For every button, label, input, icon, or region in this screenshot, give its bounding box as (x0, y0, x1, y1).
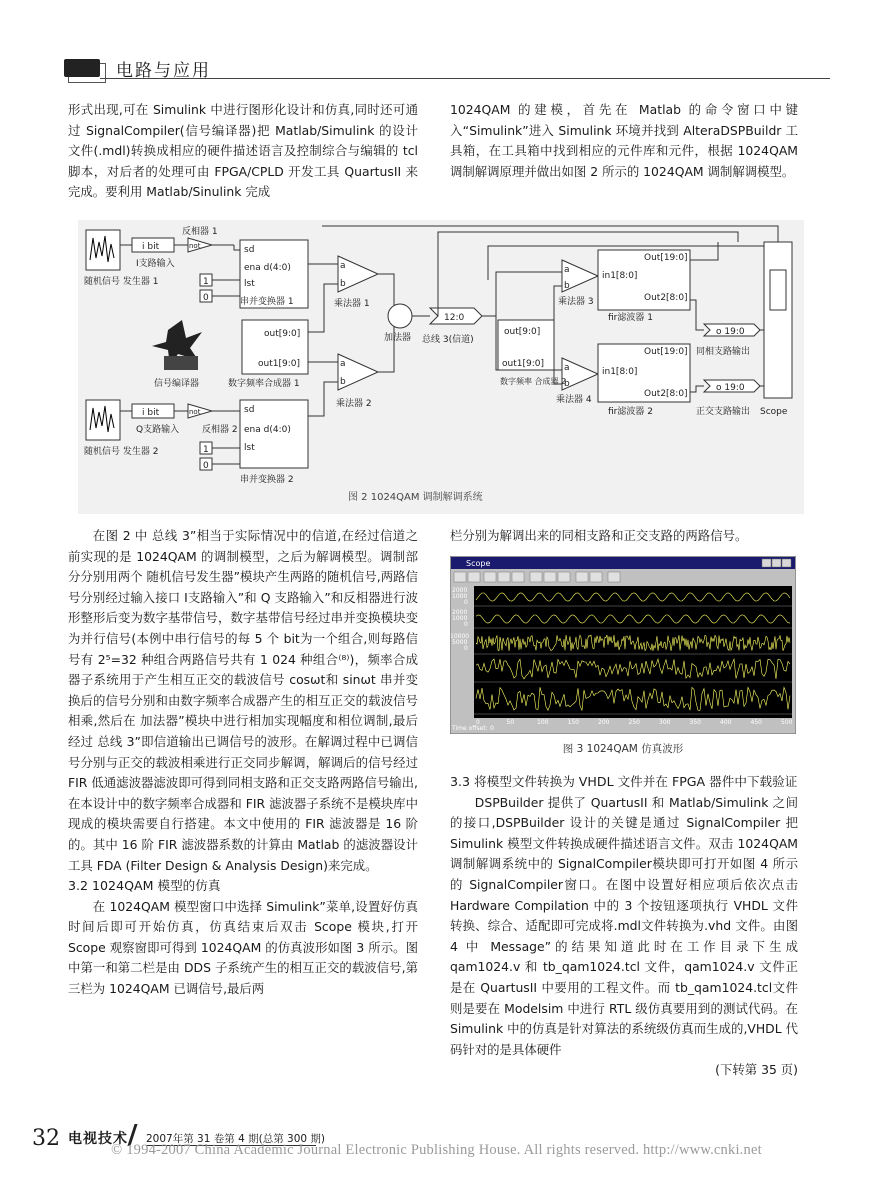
scope-toolbar (454, 572, 620, 582)
x-tick-label: 0 (476, 719, 480, 726)
i-output-range-label: o 19:0 (716, 327, 745, 337)
figure-2 (78, 220, 804, 514)
x-tick-label: 250 (628, 719, 640, 726)
right-column-bottom (450, 772, 798, 1081)
params-icon[interactable] (468, 572, 480, 582)
ena-port-label: ena d(4:0) (244, 263, 291, 273)
right-column-bottom-top (450, 526, 798, 547)
axis2-tick: 1000 (452, 615, 468, 622)
continued-note: (下转第 35 页) (715, 1062, 798, 1078)
fir2-in-label: in1[8:0] (602, 367, 638, 377)
compiler-label: 信号编译器 (154, 379, 200, 389)
const-0-label: 0 (203, 461, 209, 471)
mul3-label: 乘法器 3 (558, 297, 594, 307)
i-input-label: I支路输入 (136, 259, 175, 269)
minimize-icon[interactable] (762, 559, 771, 567)
paragraph: 在 1024QAM 模型窗口中选择 Simulink”菜单,设置好仿真时间后即可开始仿真，仿真结束后双击 Scope 模块,打开 Scope 观察窗即可得到 1024QAM 的仿真波形如图 3 所示。图中第一和第二栏是由 DDS 子系统产生的相互正交的载波信号,第三栏为 1024QAM 已调信号,最后两 (68, 898, 418, 997)
lock-icon[interactable] (590, 572, 602, 582)
q-output-range-label: o 19:0 (716, 383, 745, 393)
restore-axes-icon[interactable] (558, 572, 570, 582)
x-tick-label: 350 (689, 719, 701, 726)
mul3-b-label: b (564, 281, 570, 291)
sd-port-label: sd (244, 245, 255, 255)
nco2-out1-label: out1[9:0] (502, 359, 544, 369)
q-output-label: 正交支路输出 (696, 407, 751, 417)
bus-range-label: 12:0 (444, 313, 465, 323)
paragraph: 1024QAM 的建模，首先在 Matlab 的命令窗口中键入“Simulink”进入 Simulink 环境并找到 AlteraDSPBuildr 工具箱，在工具箱中找到相应的元件库和元件，根据 1024QAM 调制解调原理并做出如图 2 所示的 1024QAM 调制解调模型。 (450, 102, 798, 179)
x-tick-label: 200 (598, 719, 610, 726)
adder-label: 加法器 (384, 333, 412, 343)
fir1-out-label: Out[19:0] (644, 253, 688, 263)
ibit-1-label: i bit (142, 242, 160, 252)
scope-title: Scope (466, 559, 491, 568)
not-1-label: not (189, 242, 201, 250)
paragraph: 形式出现,可在 Simulink 中进行图形化设计和仿真,同时还可通过 SignalCompiler(信号编译器)把 Matlab/Simulink 的设计文件(.mdl)转换成相应的硬件描述语言及控制综合与编辑的 tcl脚本，对后者的处理可由 FPGA/CPLD 开发工具 QuartusII 来完成。要利用 Matlab/Sinulink 完成 (68, 102, 418, 200)
inverter-2-label: 反相器 2 (202, 425, 238, 435)
copyright-watermark: © 1994-2007 China Academic Journal Electronic Publishing House. All rights reserved. http://www.cnki.net (111, 1142, 762, 1158)
not-2-label: not (189, 408, 201, 416)
print-icon[interactable] (454, 572, 466, 582)
const-1-label: 1 (203, 277, 209, 287)
random-source-2-label: 随机信号 发生器 2 (84, 447, 159, 457)
bus-label: 总线 3(信道) (422, 335, 474, 345)
fir2-label: fir滤波器 2 (608, 407, 653, 417)
fir2-out-label: Out[19:0] (644, 347, 688, 357)
mul2-label: 乘法器 2 (336, 399, 372, 409)
float-icon[interactable] (576, 572, 588, 582)
mul1-b-label: b (340, 279, 346, 289)
left-column-top (68, 100, 418, 203)
figure-2-caption: 图 2 1024QAM 调制解调系统 (348, 492, 483, 503)
const-1-label: 1 (203, 445, 209, 455)
nco1-out1-label: out1[9:0] (258, 359, 300, 369)
ena-port-label: ena d(4:0) (244, 425, 291, 435)
time-offset-value: 0 (490, 725, 494, 732)
header-mark (64, 59, 100, 77)
nco1-label: 数字频率合成器 1 (228, 379, 300, 389)
nco1-out-label: out[9:0] (264, 329, 301, 339)
maximize-icon[interactable] (772, 559, 781, 567)
zoom-icon[interactable] (484, 572, 496, 582)
fir2-out2-label: Out2[8:0] (644, 389, 688, 399)
nco2-out-label: out[9:0] (504, 327, 541, 337)
mul2-b-label: b (340, 377, 346, 387)
sp1-label: 串并变换器 1 (240, 297, 294, 307)
scope-screen (770, 270, 786, 310)
mul4-label: 乘法器 4 (556, 395, 592, 405)
random-source-1-label: 随机信号 发生器 1 (84, 277, 159, 287)
scope-window-buttons (762, 559, 791, 567)
axis3-tick: 0 (464, 645, 468, 652)
figure-3-scope-window (450, 556, 796, 734)
sp2-label: 串并变换器 2 (240, 475, 294, 485)
axis2-tick: 0 (464, 621, 468, 628)
x-tick-label: 400 (720, 719, 732, 726)
sd-port-label: sd (244, 405, 255, 415)
axis3-tick: 10000 (450, 633, 470, 640)
mul2-a-label: a (340, 359, 346, 369)
section-heading-3-2: 3.2 1024QAM 模型的仿真 (68, 878, 221, 894)
axis2-tick: 2000 (452, 609, 468, 616)
ibit-2-label: i bit (142, 408, 160, 418)
page-number: 32 (32, 1126, 60, 1151)
x-tick-label: 500 (781, 719, 793, 726)
scope-screenshot (450, 556, 796, 734)
adder-block (388, 304, 412, 328)
section-heading-3-3: 3.3 将模型文件转换为 VHDL 文件并在 FPGA 器件中下载验证 (450, 774, 798, 789)
selector-icon[interactable] (608, 572, 620, 582)
paragraph: 在图 2 中 总线 3”相当于实际情况中的信道,在经过信道之前实现的是 1024QAM 的调制模型，之后为解调模型。调制部分分别用两个 随机信号发生器”模块产生两路的随机信号,两路信号分别经过输入接口 I支路输入”和 Q 支路输入”和反相器进行波形整形后变为数字基带信号，数字基带信号经过串并变换模块变为并行信号(本例中串行信号的每 5 个 bit为一个组合,则每路信号有 2⁵=32 种组合两路信号共有 1 024 种组合⁽⁸⁾)，频率合成器子系统用于产生相互正交的载波信号 cosωt和 sinωt 串并变换后的信号分别和由数字频率合成器产生的相互正交的载波信号相乘,然后在 加法器”模块中进行相加实现幅度和相位调制,最后经过 总线 3”即信道输出已调信号的波形。在解调过程中已调信号分别与正交的载波相乘进行正交同步解调，解调后的信号经过 FIR 低通滤波器滤波即可得到同相支路和正交支路两路信号输出,在本设计中的数字频率合成器和 FIR 滤波器子系统不是模块库中现成的模块需要自行搭建。本文中使用的 FIR 滤波器是 16 阶的。其中 16 阶 FIR 滤波器系数的计算由 Matlab 的滤波器设计工具 FDA (Filter Design & Analysis Design)来完成。 (68, 528, 418, 873)
fir1-label: fir滤波器 1 (608, 313, 653, 323)
figure-3-caption: 图 3 1024QAM 仿真波形 (562, 743, 684, 755)
q-input-label: Q支路输入 (136, 425, 180, 435)
zoom-x-icon[interactable] (498, 572, 510, 582)
const-0-label: 0 (203, 293, 209, 303)
left-column-bottom (68, 526, 418, 1000)
scope-titlebar (451, 557, 795, 569)
header-rule (100, 78, 830, 79)
right-column-top (450, 100, 798, 182)
mul1-label: 乘法器 1 (334, 299, 370, 309)
zoom-y-icon[interactable] (512, 572, 524, 582)
x-tick-label: 300 (659, 719, 671, 726)
mul3-a-label: a (564, 265, 570, 275)
fir1-in-label: in1[8:0] (602, 271, 638, 281)
journal-name: 电视技术 (68, 1131, 128, 1147)
save-axes-icon[interactable] (544, 572, 556, 582)
nco2-label: 数字频率 合成器 2 (500, 377, 567, 386)
x-tick-label: 150 (567, 719, 579, 726)
paragraph: DSPBuilder 提供了 QuartusII 和 Matlab/Simulink 之间的接口,DSPBuilder 设计的关键是通过 SignalCompiler 把 Simulink 模型文件转换成硬件描述语言文件。双击 1024QAM 调制解调系统中的 SignalCompiler模块即可打开如图 4 所示的 SignalCompiler窗口。在图中设置好相应项后依次点击 Hardware Compilation 中的 3 个按钮逐项执行 VHDL 文件转换、综合、适配即可完成将.mdl文件转换为.vhd 文件。由图 4 中 Message”的结果知道此时在工作目录下生成 qam1024.v 和 tb_qam1024.tcl 文件，qam1024.v 文件正是在 QuartusII 中要用的工程文件。而 tb_qam1024.tcl文件则是要在 Modelsim 中进行 RTL 级仿真要用到的测试代码。在 Simulink 中的仿真是针对算法的系统级仿真而生成的,VHDL 代码针对的是具体硬件 (450, 794, 798, 1057)
axis1-tick: 1000 (452, 593, 468, 600)
simulink-diagram (78, 220, 804, 514)
axis1-tick: 2000 (452, 587, 468, 594)
axis1-tick: 0 (464, 599, 468, 606)
inverter-1-label: 反相器 1 (182, 227, 218, 237)
mul4-a-label: a (564, 363, 570, 373)
time-offset-label: Time offset: (452, 725, 488, 732)
issue-info: 2007年第 31 卷第 4 期(总第 300 期) (146, 1133, 326, 1145)
scope-block (764, 242, 792, 398)
autoscale-icon[interactable] (530, 572, 542, 582)
close-icon[interactable] (782, 559, 791, 567)
i-output-label: 同相支路输出 (696, 347, 751, 357)
axis3-tick: 5000 (452, 639, 468, 646)
fir1-out2-label: Out2[8:0] (644, 293, 688, 303)
paragraph: 栏分别为解调出来的同相支路和正交支路的两路信号。 (450, 528, 748, 543)
x-tick-label: 50 (506, 719, 515, 726)
x-tick-label: 450 (750, 719, 762, 726)
section-title: 电路与应用 (116, 61, 211, 81)
scope-label: Scope (760, 407, 788, 417)
x-tick-label: 100 (537, 719, 549, 726)
mul1-a-label: a (340, 261, 346, 271)
lst-port-label: lst (244, 279, 255, 289)
mul4-b-label: b (564, 379, 570, 389)
running-header (60, 56, 830, 82)
lst-port-label: lst (244, 443, 255, 453)
